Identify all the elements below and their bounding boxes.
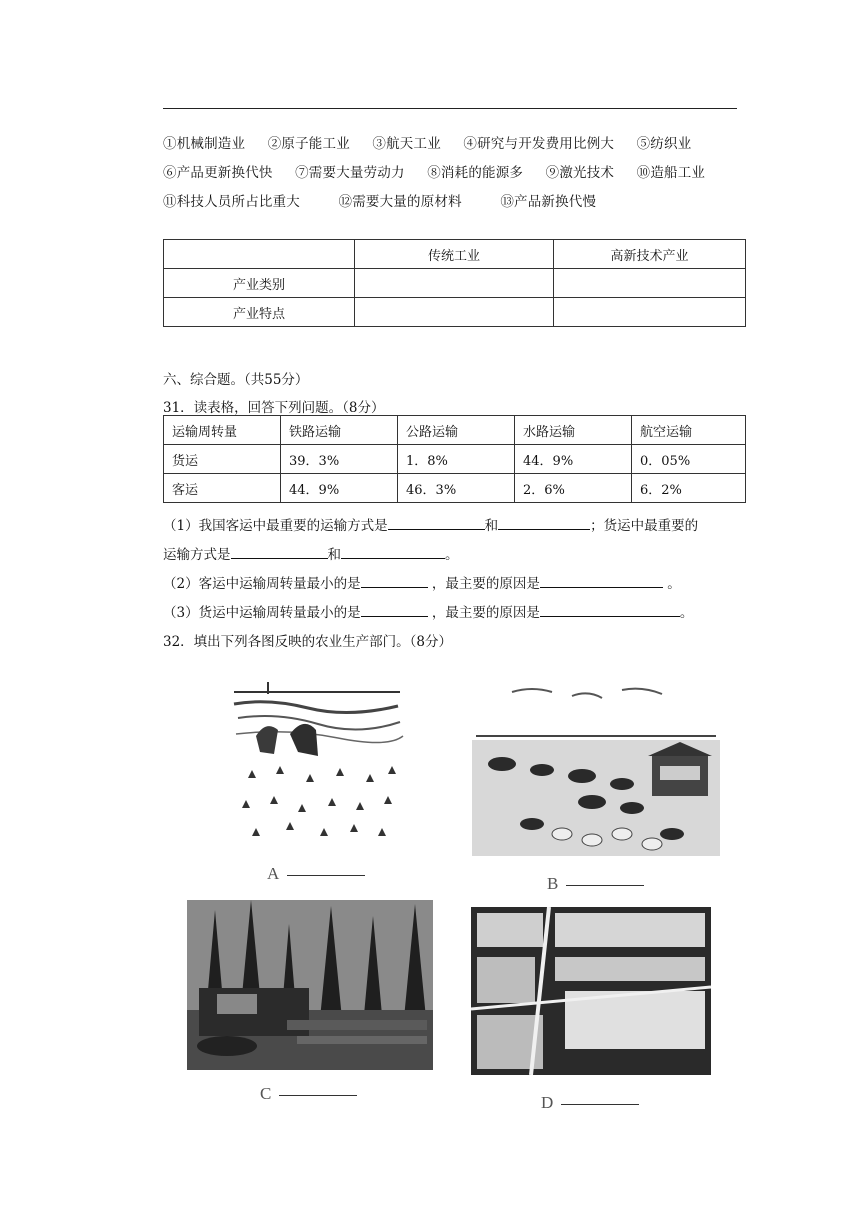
answer-blank[interactable] [561, 1103, 639, 1105]
question-32-title: 32．填出下列各图反映的农业生产部门。（8分） [163, 634, 453, 650]
question-text: 运输方式是 [163, 547, 231, 563]
options-row-3 [163, 190, 614, 210]
figure-label: B [547, 874, 559, 893]
table-row [164, 445, 746, 474]
answer-blank[interactable] [279, 1094, 357, 1096]
table-header-cell: 传统工业 [355, 240, 554, 269]
table-header-cell: 航空运输 [632, 416, 746, 445]
option-item: ⑥产品更新换代快 [163, 165, 273, 181]
answer-cell[interactable] [355, 269, 554, 298]
answer-blank[interactable] [540, 602, 680, 617]
option-item: ⑫需要大量的原材料 [338, 194, 462, 210]
option-item: ⑤纺织业 [636, 136, 692, 152]
table-header-cell: 水路运输 [515, 416, 632, 445]
table-header-row [164, 240, 746, 269]
table-cell [164, 240, 355, 269]
option-item: ⑩造船工业 [636, 165, 706, 181]
option-item: ⑦需要大量劳动力 [295, 165, 405, 181]
industry-table [163, 239, 746, 327]
answer-cell[interactable] [554, 298, 746, 327]
question-text: ，最主要的原因是 [431, 576, 540, 592]
table-cell: 46．3% [398, 474, 515, 503]
table-cell: 1．8% [398, 445, 515, 474]
figure-c-caption [260, 1084, 357, 1104]
options-row-1 [163, 132, 709, 152]
question-31-1-cont [163, 543, 459, 563]
table-row [164, 269, 746, 298]
table-cell: 44．9% [515, 445, 632, 474]
header-rule [163, 108, 737, 109]
question-text: （2）客运中运输周转量最小的是 [163, 576, 361, 592]
option-item: ②原子能工业 [267, 136, 350, 152]
answer-blank[interactable] [287, 874, 365, 876]
answer-blank[interactable] [341, 544, 445, 559]
answer-blank[interactable] [231, 544, 328, 559]
figure-label: C [260, 1084, 272, 1103]
figure-d-caption [541, 1093, 639, 1113]
question-text: 。 [679, 605, 694, 621]
answer-blank[interactable] [566, 884, 644, 886]
answer-blank[interactable] [361, 573, 428, 588]
question-text: （1）我国客运中最重要的运输方式是 [163, 518, 388, 534]
table-cell: 产业类别 [164, 269, 355, 298]
option-item: ⑨激光技术 [545, 165, 615, 181]
option-item: ④研究与开发费用比例大 [463, 136, 615, 152]
figure-b-grazing [472, 684, 720, 856]
table-cell: 0．05% [632, 445, 746, 474]
figure-a-caption [267, 864, 365, 884]
table-cell: 2．6% [515, 474, 632, 503]
figure-a-rice-planting [228, 678, 406, 846]
answer-blank[interactable] [361, 602, 428, 617]
table-cell: 6．2% [632, 474, 746, 503]
option-item: ③航天工业 [372, 136, 441, 152]
table-header-cell: 铁路运输 [281, 416, 398, 445]
answer-cell[interactable] [355, 298, 554, 327]
option-item: ⑧消耗的能源多 [427, 165, 524, 181]
question-31-1 [163, 514, 698, 534]
option-item: ⑪科技人员所占比重大 [163, 194, 300, 210]
transport-table [163, 415, 746, 503]
figure-d-fish-ponds [471, 907, 711, 1075]
question-text: 和 [327, 547, 341, 563]
table-header-cell: 公路运输 [398, 416, 515, 445]
answer-blank[interactable] [540, 573, 663, 588]
question-text: 。 [667, 576, 681, 592]
table-cell: 39．3% [281, 445, 398, 474]
figure-c-forestry [187, 900, 433, 1070]
figure-b-caption [547, 874, 644, 894]
answer-cell[interactable] [554, 269, 746, 298]
table-cell: 44．9% [281, 474, 398, 503]
question-text: （3）货运中运输周转量最小的是 [163, 605, 361, 621]
question-text: 。 [445, 547, 459, 563]
table-cell: 货运 [164, 445, 281, 474]
table-header-row [164, 416, 746, 445]
table-row [164, 474, 746, 503]
answer-blank[interactable] [498, 515, 590, 530]
section-heading: 六、综合题。（共55分） [163, 372, 309, 388]
answer-blank[interactable] [388, 515, 485, 530]
table-header-cell: 运输周转量 [164, 416, 281, 445]
question-31-3 [163, 601, 693, 621]
question-31-title: 31．读表格，回答下列问题。（8分） [163, 400, 385, 416]
table-cell: 产业特点 [164, 298, 355, 327]
question-text: ；货运中最重要的 [590, 518, 699, 534]
figure-label: D [541, 1093, 554, 1112]
question-text: 和 [484, 518, 499, 534]
option-item: ①机械制造业 [163, 136, 246, 152]
table-row [164, 298, 746, 327]
table-header-cell: 高新技术产业 [554, 240, 746, 269]
options-row-2 [163, 161, 723, 181]
table-cell: 客运 [164, 474, 281, 503]
question-31-2 [163, 572, 681, 592]
question-text: ，最主要的原因是 [431, 605, 540, 621]
figure-label: A [267, 864, 280, 883]
option-item: ⑬产品新换代慢 [500, 194, 597, 210]
